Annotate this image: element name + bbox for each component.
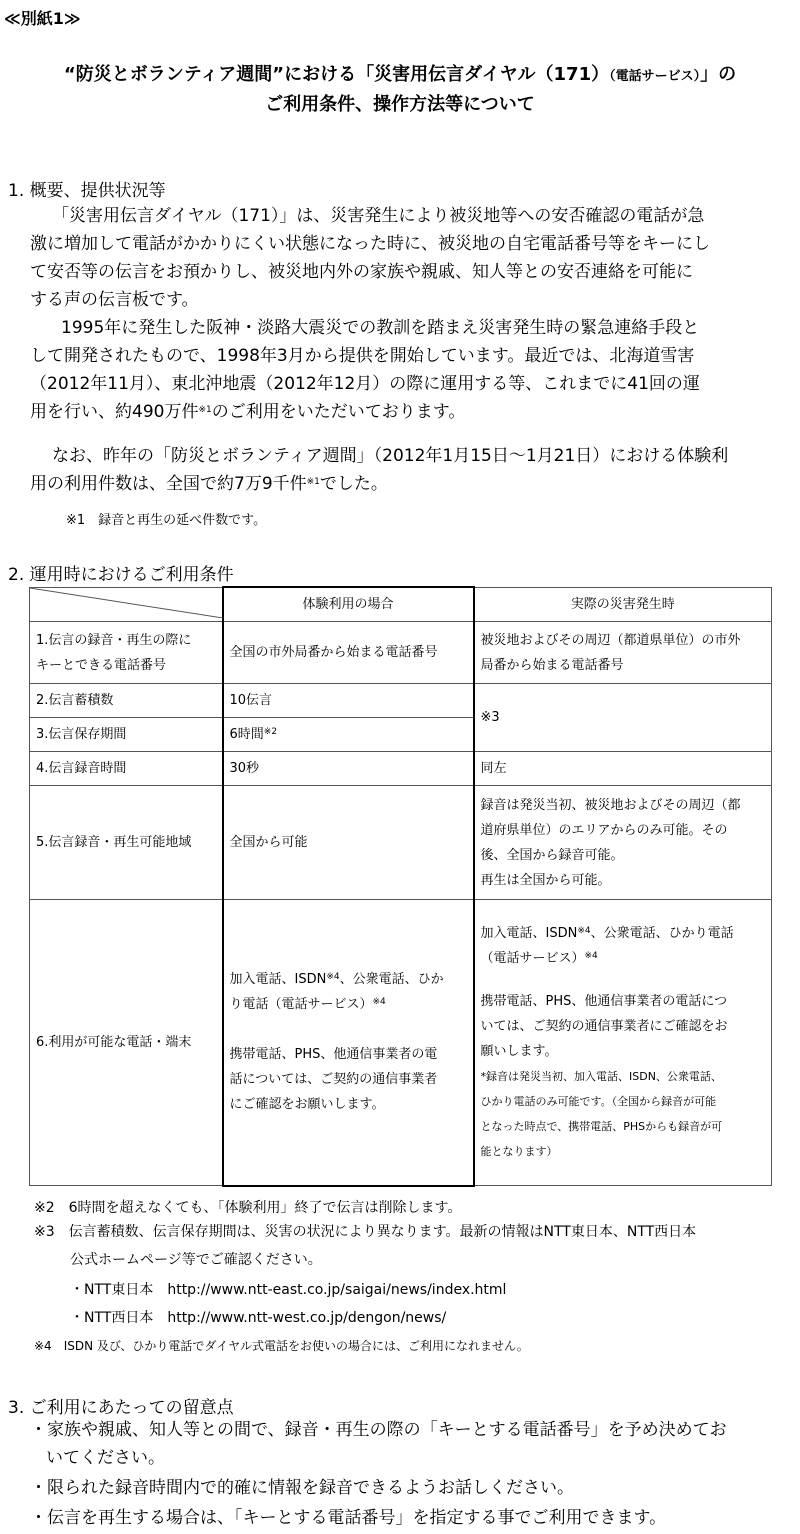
row1-actual: 被災地およびその周辺（都道県単位）の市外 局番から始まる電話番号 <box>474 622 772 684</box>
row2-trial: 10伝言 <box>223 684 474 718</box>
title-part3: 」の <box>700 64 737 85</box>
row6-trial: 加入電話、ISDN$^{※4}$、公衆電話、ひか り電話（電話サービス）$^{※4}$ 携帯電話、PHS、他通信事業者の電 話については、ご契約の通信事業者 にご確認をお願いします。 <box>223 900 474 1186</box>
s1-p2-line1: 1995年に発生した阪神・淡路大震災での教訓を踏まえ災害発生時の緊急連絡手段と <box>44 318 700 338</box>
s1-p3-line2b: でした。 <box>319 474 388 494</box>
section2-heading: 2. 運用時におけるご利用条件 <box>8 565 234 585</box>
footnote-2: ※2 6時間を超えなくても、「体験利用」終了で伝言は削除します。 <box>34 1200 462 1216</box>
row4-trial: 30秒 <box>223 752 474 786</box>
header-actual: 実際の災害発生時 <box>474 587 772 622</box>
table-header-row <box>30 587 772 622</box>
s1-p2-line4 <box>30 398 465 426</box>
s1-p2-line4b: のご利用をいただいております。 <box>211 402 466 422</box>
ntt-west-link[interactable]: ・NTT西日本 http://www.ntt-west.co.jp/dengon/news/ <box>70 1310 447 1326</box>
row5-label: 5.伝言録音・再生可能地域 <box>30 786 223 900</box>
footnote-3-line2: 公式ホームページ等でご確認ください。 <box>70 1252 322 1268</box>
note-1: ※1 録音と再生の延べ件数です。 <box>66 513 267 528</box>
s1-p2-line2: して開発されたもので、1998年3月から提供を開始しています。最近では、北海道雪害 <box>30 346 695 366</box>
row6-actual: 加入電話、ISDN$^{※4}$、公衆電話、ひかり電話 （電話サービス）$^{※4}$ 携帯電話、PHS、他通信事業者の電話につ いては、ご契約の通信事業者にご確認をお 願いします。 *録音は発災当初、加入電話、ISDN、公衆電話、 ひかり電話のみ可能です。（全国から録音が可能 となった時点で、携帯電話、PHSからも録音が可 能となります） <box>474 900 772 1186</box>
header-corner-cell <box>30 587 223 622</box>
row5-trial: 全国から可能 <box>223 786 474 900</box>
s1-p1-line1: 「災害用伝言ダイヤル（171）」は、災害発生により被災地等への安否確認の電話が急 <box>52 206 705 226</box>
header-trial: 体験利用の場合 <box>223 587 474 622</box>
row23-actual: ※3 <box>474 684 772 752</box>
s1-p3-line2 <box>30 470 388 498</box>
section1-heading: 1. 概要、提供状況等 <box>8 181 166 201</box>
title-part1: “防災とボランティア週間”における「災害用伝言ダイヤル（171） <box>63 64 610 85</box>
s3-bullet3: ・伝言を再生する場合は、「キーとする電話番号」を指定する事でご利用できます。 <box>30 1508 667 1528</box>
row3-label: 3.伝言保存期間 <box>30 718 223 752</box>
s1-p1-line4: する声の伝言板です。 <box>30 290 199 310</box>
s3-bullet1-line1: ・家族や親戚、知人等との間で、録音・再生の際の「キーとする電話番号」を予め決めてお <box>30 1420 727 1440</box>
row4-actual: 同左 <box>474 752 772 786</box>
table-row <box>30 786 772 900</box>
s1-p3-line2a: 用の利用件数は、全国で約7万9千件 <box>30 474 307 494</box>
footnote-ref-1b: ※1 <box>306 477 320 487</box>
row4-label: 4.伝言録音時間 <box>30 752 223 786</box>
title-part2: （電話サービス） <box>609 69 701 84</box>
document-title-line2: ご利用条件、操作方法等について <box>265 94 535 115</box>
footnote-4: ※4 ISDN 及び、ひかり電話でダイヤル式電話をお使いの場合には、ご利用になれません。 <box>34 1339 529 1353</box>
s1-p2-line3: （2012年11月）、東北沖地震（2012年12月）の際に運用する等、これまでに41回の運 <box>30 374 700 394</box>
table-row <box>30 752 772 786</box>
row2-label: 2.伝言蓄積数 <box>30 684 223 718</box>
footnote-3-line1: ※3 伝言蓄積数、伝言保存期間は、災害の状況により異なります。最新の情報はNTT東日本、NTT西日本 <box>34 1224 697 1240</box>
s1-p2-line4a: 用を行い、約490万件 <box>30 402 199 422</box>
row5-actual: 録音は発災当初、被災地およびその周辺（都 道府県単位）のエリアからのみ可能。その 後、全国から録音可能。 再生は全国から可能。 <box>474 786 772 900</box>
row3-trial: 6時間$^{※2}$ <box>223 718 474 752</box>
table-row <box>30 900 772 1186</box>
table-row <box>30 622 772 684</box>
row1-label: 1.伝言の録音・再生の際に キーとできる電話番号 <box>30 622 223 684</box>
s1-p1-line2: 激に増加して電話がかかりにくい状態になった時に、被災地の自宅電話番号等をキーにし <box>30 234 710 254</box>
row6-label: 6.利用が可能な電話・端末 <box>30 900 223 1186</box>
conditions-table <box>29 586 772 1187</box>
row1-trial: 全国の市外局番から始まる電話番号 <box>223 622 474 684</box>
table-row <box>30 684 772 718</box>
document-title-line1 <box>0 60 800 86</box>
section3-heading: 3. ご利用にあたっての留意点 <box>8 1398 234 1418</box>
ntt-east-link[interactable]: ・NTT東日本 http://www.ntt-east.co.jp/saigai/news/index.html <box>70 1282 507 1298</box>
diagonal-line <box>30 588 223 618</box>
attachment-tag: ≪別紙1≫ <box>4 9 81 28</box>
s1-p3-line1: なお、昨年の「防災とボランティア週間」（2012年1月15日～1月21日）における体験利 <box>52 446 729 466</box>
footnote-ref-1: ※1 <box>198 405 212 415</box>
s3-bullet1-line2: いてください。 <box>46 1448 165 1468</box>
s1-p1-line3: て安否等の伝言をお預かりし、被災地内外の家族や親戚、知人等との安否連絡を可能に <box>30 262 693 282</box>
s3-bullet2: ・限られた録音時間内で的確に情報を録音できるようお話しください。 <box>30 1478 574 1498</box>
